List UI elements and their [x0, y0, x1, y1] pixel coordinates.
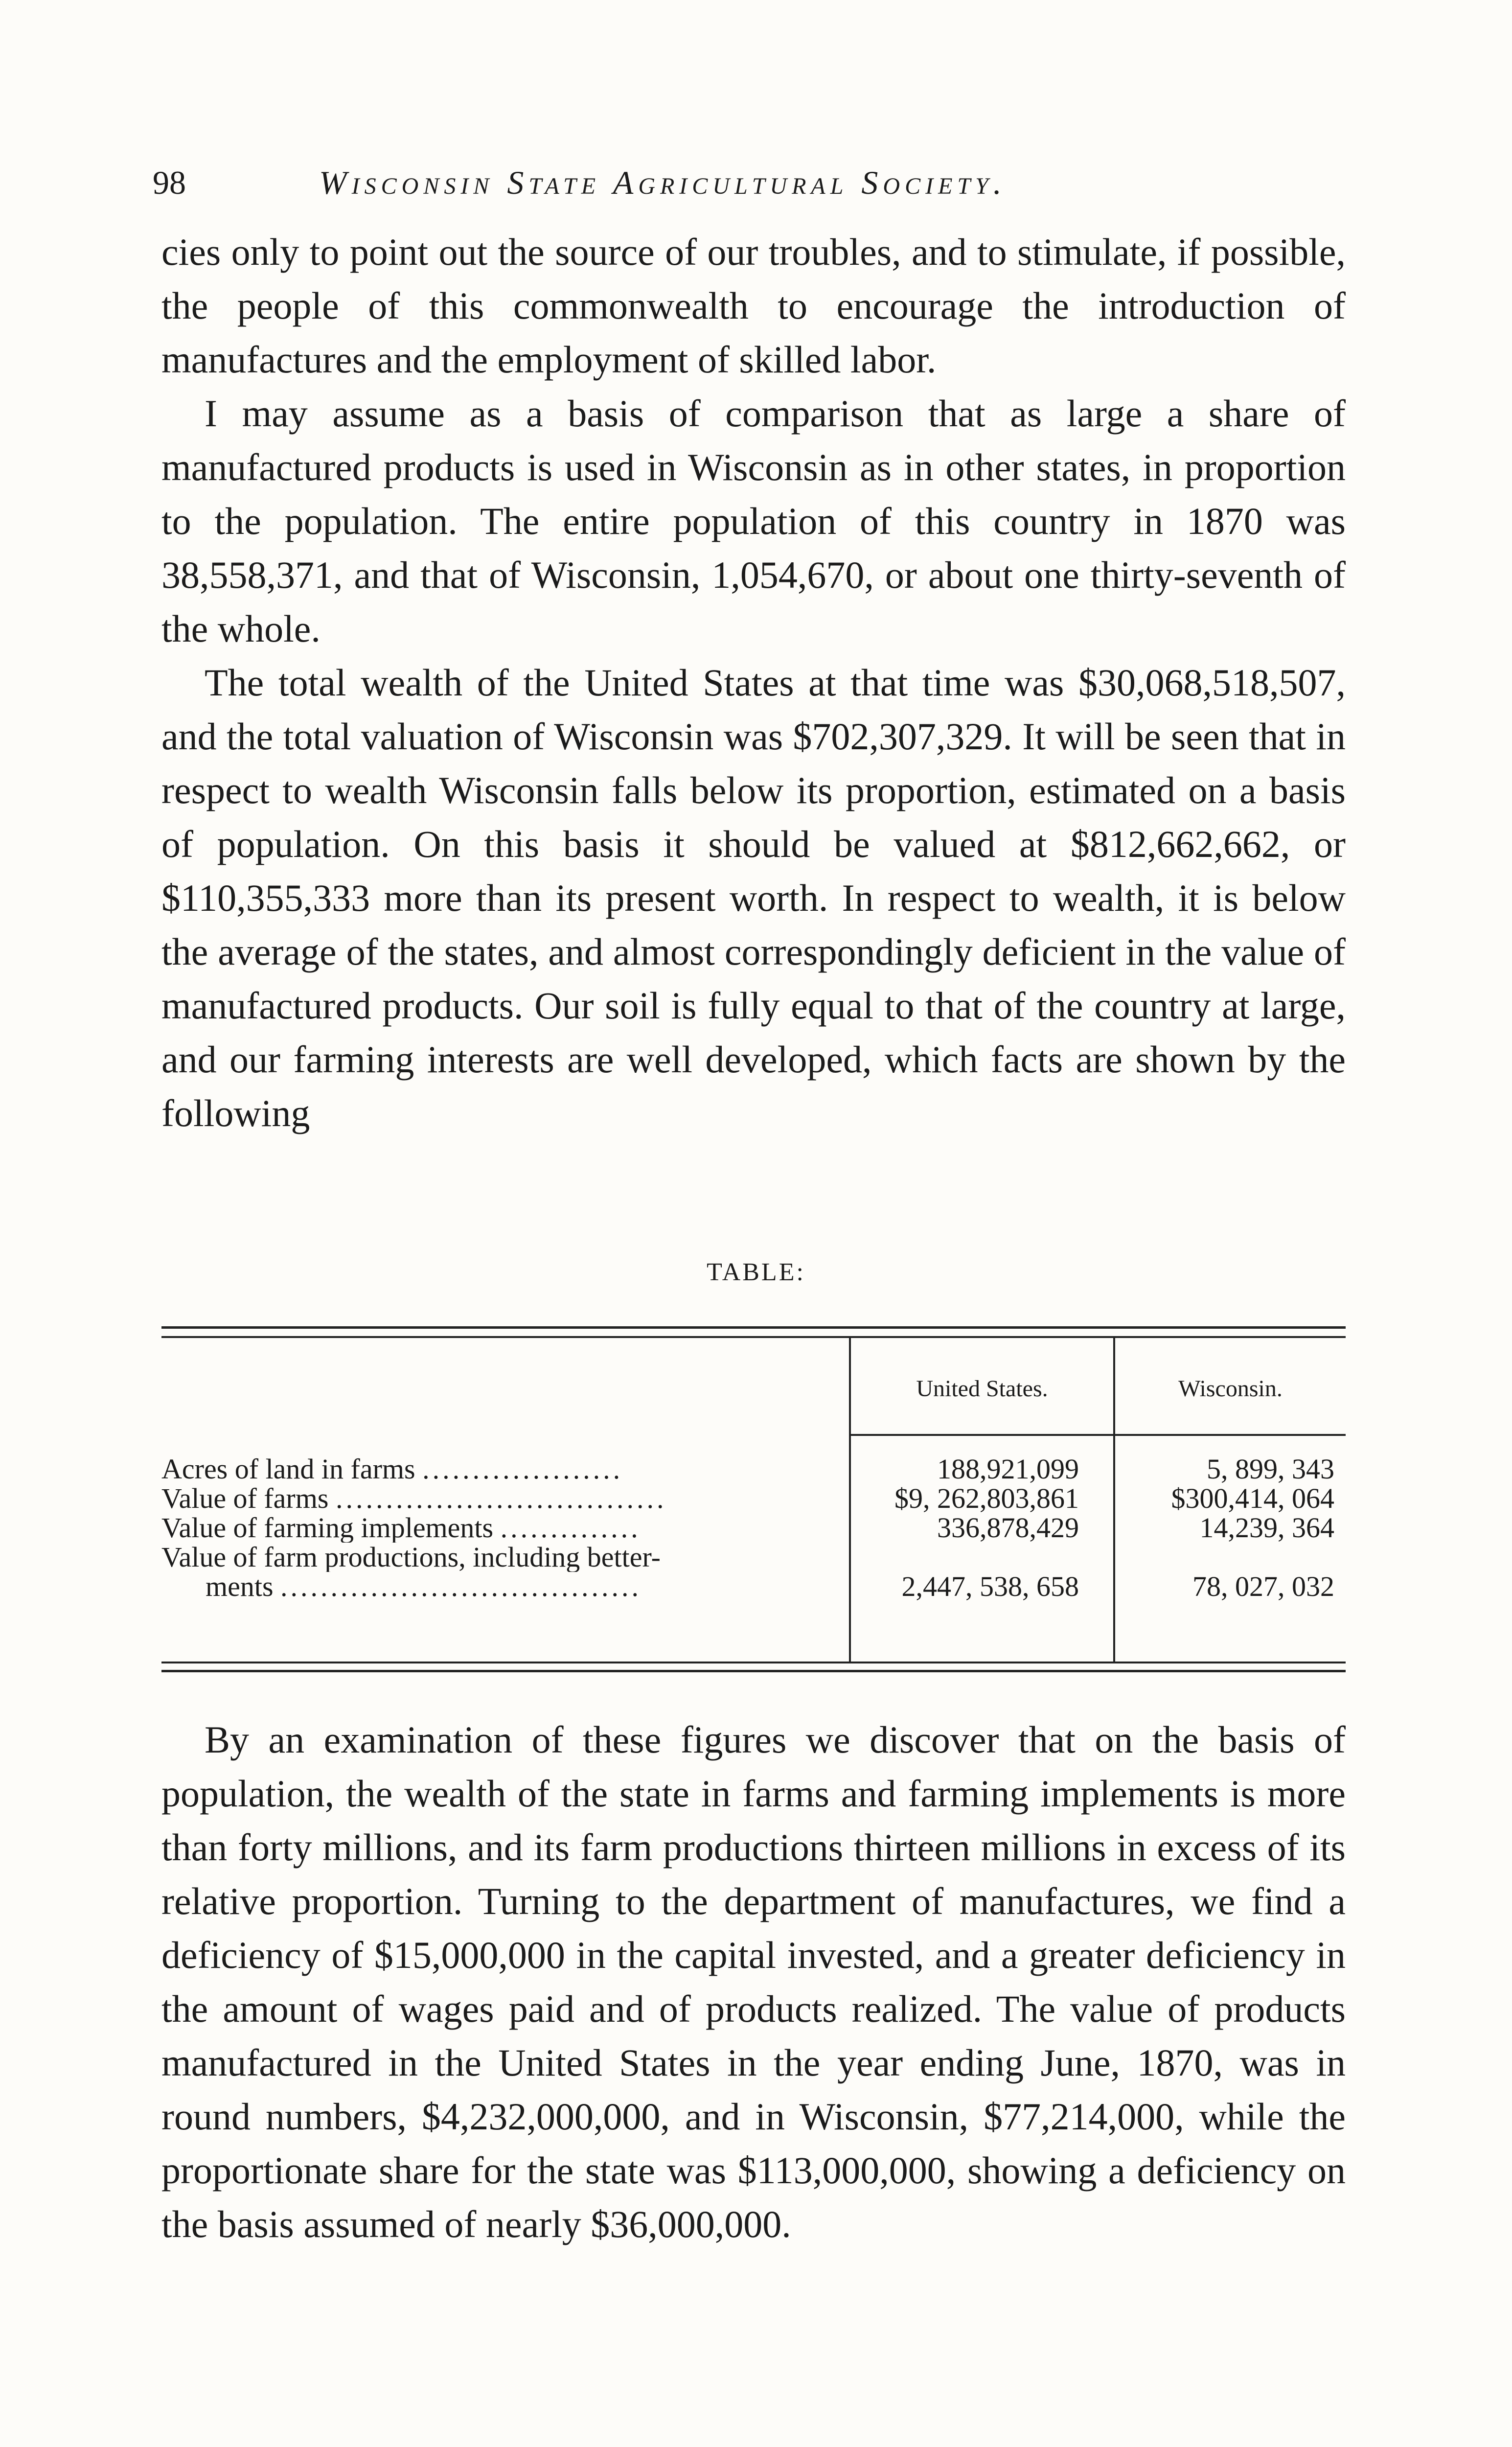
table-top-rule-inner: [161, 1336, 1346, 1338]
page-number: 98: [153, 164, 186, 201]
table-cell: 188,921,099: [937, 1453, 1079, 1485]
table-caption: TABLE:: [707, 1258, 805, 1286]
paragraph-continuation: cies only to point out the source of our troubles, and to stimulate, if possible, the people of this commonwealth to encourage the introduction of manufactures and the employment of skilled labor.: [161, 231, 1346, 381]
row-label-text: Value of farming implements: [161, 1513, 494, 1543]
table-cell: 336,878,429: [937, 1512, 1079, 1544]
table-cell: 2,447, 538, 658: [901, 1570, 1079, 1602]
row-label: [161, 1513, 847, 1543]
paragraph-population: I may assume as a basis of comparison that as large a share of manufactured products is used in Wisconsin as in other states, in proportion to the population. The entire population of this country in 1870 was 38,558,371, and that of Wisconsin, 1,054,670, or about one thirty-seventh of the whole.: [161, 392, 1346, 650]
dot-leader: ....................................: [280, 1572, 642, 1601]
header-underline: [849, 1434, 1113, 1436]
table-cell: $300,414, 064: [1171, 1482, 1334, 1514]
dot-leader: ..............: [500, 1513, 641, 1543]
table-cell: 78, 027, 032: [1192, 1570, 1334, 1602]
table-top-rule: [161, 1326, 1346, 1329]
row-label-text: ments: [206, 1572, 274, 1601]
table-cell: 5, 899, 343: [1207, 1453, 1334, 1485]
row-label-text: Value of farm productions, including better-: [161, 1543, 661, 1572]
page-header: [153, 156, 1356, 209]
table-bottom-rule-outer: [161, 1670, 1346, 1672]
body-text-bottom: [161, 1713, 1346, 2251]
row-label-text: Acres of land in farms: [161, 1454, 415, 1484]
body-text-top: [161, 225, 1346, 1140]
running-title: Wisconsin State Agricultural Society.: [319, 164, 1007, 201]
dot-leader: .................................: [335, 1484, 667, 1513]
table-cell: 14,239, 364: [1199, 1512, 1334, 1544]
column-header-united-states: United States.: [916, 1376, 1048, 1402]
table-cell: $9, 262,803,861: [894, 1482, 1079, 1514]
row-label-text: Value of farms: [161, 1484, 329, 1513]
paragraph-manufactures: By an examination of these figures we discover that on the basis of population, the wealth of the state in farms and farming implements is more than forty millions, and its farm productions thirteen millions in excess of its relative proportion. Turning to the department of manufactures, we find a deficiency of $15,000,000 in the capital invested, and a greater deficiency in the amount of wages paid and of products realized. The value of products manufactured in the United States in the year ending June, 1870, was in round numbers, $4,232,000,000, and in Wisconsin, $77,214,000, while the proportionate share for the state was $113,000,000, showing a deficiency on the basis assumed of nearly $36,000,000.: [161, 1718, 1346, 2245]
row-label: [161, 1454, 847, 1484]
column-header-wisconsin: Wisconsin.: [1178, 1376, 1283, 1402]
table-bottom-rule: [161, 1662, 1346, 1663]
header-underline: [1113, 1434, 1346, 1436]
comparison-table: [161, 1326, 1346, 1679]
row-label: [161, 1484, 847, 1513]
row-label: [161, 1543, 847, 1572]
row-label: [161, 1572, 847, 1601]
paragraph-wealth: The total wealth of the United States at that time was $30,068,518,507, and the total valuation of Wisconsin was $702,307,329. It will be seen that in respect to wealth Wisconsin falls below its proportion, estimated on a basis of population. On this basis it should be valued at $812,662,662, or $110,355,333 more than its present worth. In respect to wealth, it is below the average of the states, and almost correspondingly deficient in the value of manufactured products. Our soil is fully equal to that of the country at large, and our farming interests are well developed, which facts are shown by the following: [161, 661, 1346, 1134]
dot-leader: ....................: [422, 1454, 623, 1484]
